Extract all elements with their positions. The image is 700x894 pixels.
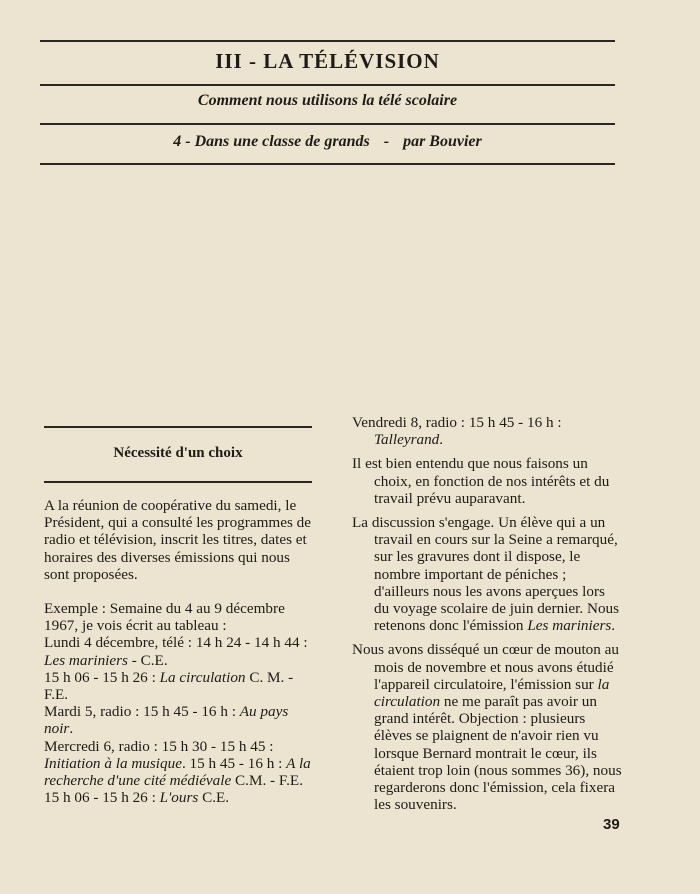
schedule-text: C.M. - F.E. 15 h 06 - 15 h 26 :	[44, 772, 304, 807]
schedule-title: Au pays noir	[44, 703, 289, 738]
friday-line	[352, 414, 622, 448]
schedule-text: .	[439, 431, 444, 449]
chapter-title: III - LA TÉLÉVISION	[215, 49, 440, 73]
schedule-text: Mercredi 6, radio : 15 h 30 - 15 h 45 :	[44, 737, 274, 755]
schedule-text: Lundi 4 décembre, télé : 14 h 24 - 14 h 44 :	[44, 634, 308, 652]
schedule-text: Mardi 5, radio : 15 h 45 - 16 h :	[44, 703, 240, 721]
paragraph-text: Nous avons disséqué un cœur de mouton au mois de novembre et nous avons étudié l'appareil circulatoire, l'émission sur	[352, 641, 620, 693]
emission-title: Les mariniers	[527, 617, 612, 635]
header-rule-bottom	[40, 163, 615, 165]
right-column	[352, 414, 622, 820]
schedule-line	[44, 669, 314, 703]
byline-author: par Bouvier	[403, 133, 482, 150]
paragraph-choice: Il est bien entendu que nous faisons un choix, en fonction de nos intérêts et du travail prévu auparavant.	[352, 455, 610, 507]
header-rule-2	[40, 84, 615, 86]
intro-paragraph: A la réunion de coopérative du samedi, le Président, qui a consulté les programmes de radio et télévision, inscrit les titres, dates et horaires des diverses émissions qui nous sont proposées.	[44, 497, 311, 583]
example-intro: Exemple : Semaine du 4 au 9 décembre 1967, je vois écrit au tableau :	[44, 600, 285, 635]
schedule-title: Les mariniers	[44, 651, 128, 669]
schedule-text: 15 h 06 - 15 h 26 :	[44, 668, 160, 686]
paragraph-text: .	[611, 617, 616, 635]
schedule-line	[44, 703, 314, 737]
paragraph-discussion	[352, 514, 622, 634]
chapter-subtitle: Comment nous utilisons la télé scolaire	[197, 92, 458, 109]
emission-title: la circulation	[374, 675, 610, 711]
left-column	[44, 497, 314, 806]
schedule-text: .	[69, 720, 74, 738]
schedule-line	[44, 634, 314, 668]
section-rule-top	[44, 426, 312, 428]
schedule-title: A la recherche d'une cité médiévale	[44, 754, 311, 790]
schedule-line	[44, 738, 314, 807]
byline-separator: -	[383, 133, 390, 150]
schedule-text: C. M. - F.E.	[44, 668, 294, 704]
header-rule-top	[40, 40, 615, 42]
section-rule-bottom	[44, 481, 312, 483]
schedule-text: - C.E.	[127, 651, 168, 669]
section-heading: Nécessité d'un choix	[113, 445, 243, 461]
header-rule-3	[40, 123, 615, 125]
schedule-text: C.E.	[198, 789, 230, 807]
chapter-byline	[40, 133, 615, 151]
schedule-title: L'ours	[159, 789, 199, 807]
schedule-text: . 15 h 45 - 16 h :	[181, 754, 287, 772]
schedule-title: Talleyrand	[374, 431, 440, 449]
schedule-title: La circulation	[159, 668, 246, 686]
byline-part: 4 - Dans une classe de grands	[173, 133, 370, 150]
schedule-title: Initiation à la musique	[44, 754, 182, 772]
paragraph-heart	[352, 641, 622, 813]
paragraph-text: ne me paraît pas avoir un grand intérêt. Objection : plusieurs élèves se plaignent de n'avoir rien vu lorsque Bernard montrait le cœur, ils étaient trop loin (nous sommes 36), nous regarderons donc l'émission, cela fixera les souvenirs.	[374, 693, 622, 814]
schedule-text: Vendredi 8, radio : 15 h 45 - 16 h :	[352, 414, 562, 431]
paragraph-text: La discussion s'engage. Un élève qui a un travail en cours sur la Seine a remarqué, sur les gravures dont il dispose, le nombre important de péniches ; d'ailleurs nous les avons aperçues lors du voyage scolaire de juin dernier. Nous retenons donc l'émission	[352, 514, 620, 635]
page-number: 39	[603, 816, 620, 833]
